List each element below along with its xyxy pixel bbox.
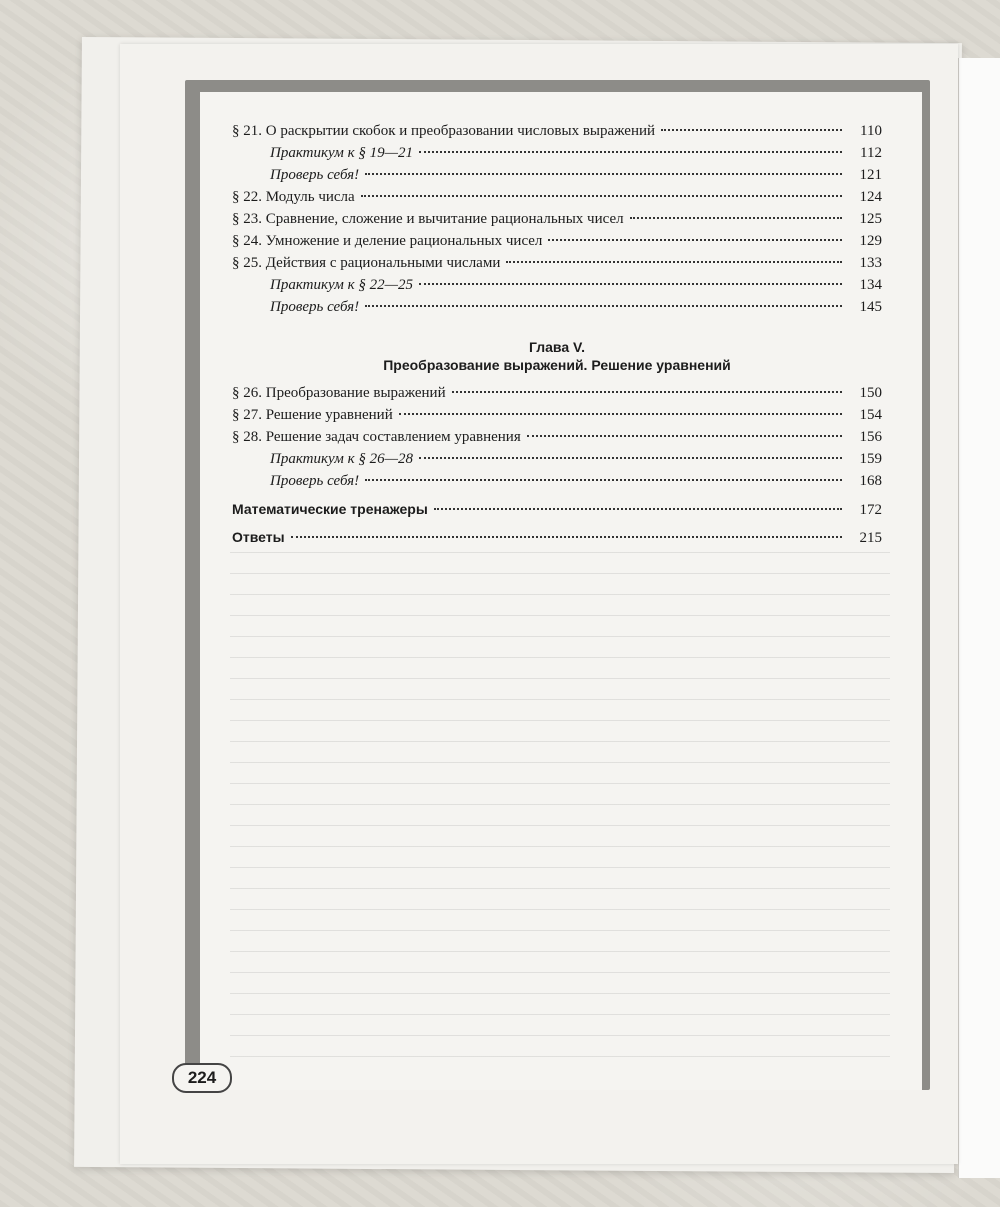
toc-entry-title: § 26. Преобразование выражений bbox=[232, 385, 446, 401]
spacer bbox=[232, 318, 882, 338]
toc-entry-page: 154 bbox=[859, 407, 882, 423]
toc-entry bbox=[232, 274, 882, 296]
dot-leader bbox=[527, 435, 842, 437]
dot-leader bbox=[365, 173, 842, 175]
toc-entry-page: 124 bbox=[859, 189, 882, 205]
toc-entry-title: § 24. Умножение и деление рациональных чисел bbox=[232, 233, 543, 249]
dot-leader bbox=[361, 195, 842, 197]
dot-leader bbox=[630, 217, 842, 219]
toc-entry-title: Математические тренажеры bbox=[232, 501, 428, 517]
toc-entry-title: Ответы bbox=[232, 529, 285, 545]
toc-entry-page: 215 bbox=[859, 530, 882, 546]
toc-entry-title: § 28. Решение задач составлением уравнения bbox=[232, 429, 521, 445]
toc-entry-title: Практикум к § 19—21 bbox=[270, 145, 413, 161]
toc-entry-page: 156 bbox=[859, 429, 882, 445]
toc-entry-page: 121 bbox=[859, 167, 882, 183]
toc-entry-title: Проверь себя! bbox=[270, 473, 360, 489]
toc-entry-page: 134 bbox=[859, 277, 882, 293]
dot-leader bbox=[419, 457, 842, 459]
toc-entry bbox=[232, 470, 882, 492]
spacer bbox=[232, 374, 882, 382]
toc-entry-title: § 21. О раскрытии скобок и преобразовании числовых выражений bbox=[232, 123, 656, 139]
dot-leader bbox=[452, 391, 842, 393]
toc-entry bbox=[232, 404, 882, 426]
toc-entry-page: 168 bbox=[859, 473, 882, 489]
toc-entry bbox=[232, 296, 882, 318]
toc-entry bbox=[232, 142, 882, 164]
toc-entry-page: 150 bbox=[859, 385, 882, 401]
toc-entry-title: Проверь себя! bbox=[270, 167, 360, 183]
adjacent-page-edge bbox=[958, 58, 1000, 1178]
toc-entry-title: § 23. Сравнение, сложение и вычитание рациональных чисел bbox=[232, 211, 624, 227]
dot-leader bbox=[434, 508, 842, 510]
table-of-contents bbox=[232, 120, 882, 548]
dot-leader bbox=[419, 151, 842, 153]
toc-entry bbox=[232, 230, 882, 252]
toc-entry-page: 172 bbox=[859, 502, 882, 518]
toc-entry bbox=[232, 120, 882, 142]
toc-entry bbox=[232, 164, 882, 186]
toc-entry bbox=[232, 526, 882, 548]
toc-entry bbox=[232, 426, 882, 448]
toc-entry-page: 145 bbox=[859, 299, 882, 315]
toc-entry-title: Практикум к § 22—25 bbox=[270, 277, 413, 293]
chapter-title: Преобразование выражений. Решение уравнений bbox=[383, 357, 731, 373]
toc-entry bbox=[232, 208, 882, 230]
toc-entry-title: § 25. Действия с рациональными числами bbox=[232, 255, 501, 271]
dot-leader bbox=[548, 239, 842, 241]
toc-entry-title: § 22. Модуль числа bbox=[232, 189, 355, 205]
toc-entry bbox=[232, 448, 882, 470]
toc-entry-title: § 27. Решение уравнений bbox=[232, 407, 393, 423]
toc-entry bbox=[232, 498, 882, 520]
show-through-text bbox=[230, 540, 890, 1060]
page-number: 224 bbox=[172, 1063, 232, 1093]
dot-leader bbox=[506, 261, 842, 263]
toc-entry-title: Проверь себя! bbox=[270, 299, 360, 315]
toc-entry bbox=[232, 382, 882, 404]
toc-entry-page: 112 bbox=[860, 145, 882, 161]
dot-leader bbox=[365, 479, 842, 481]
dot-leader bbox=[399, 413, 842, 415]
toc-entry-page: 129 bbox=[859, 233, 882, 249]
dot-leader bbox=[661, 129, 842, 131]
toc-entry-page: 133 bbox=[859, 255, 882, 271]
toc-entry bbox=[232, 252, 882, 274]
toc-entry bbox=[232, 186, 882, 208]
chapter-number: Глава V. bbox=[529, 339, 585, 355]
dot-leader bbox=[365, 305, 842, 307]
dot-leader bbox=[419, 283, 842, 285]
toc-entry-title: Практикум к § 26—28 bbox=[270, 451, 413, 467]
toc-entry-page: 110 bbox=[860, 123, 882, 139]
dot-leader bbox=[291, 536, 842, 538]
toc-entry-page: 125 bbox=[859, 211, 882, 227]
toc-entry-page: 159 bbox=[859, 451, 882, 467]
